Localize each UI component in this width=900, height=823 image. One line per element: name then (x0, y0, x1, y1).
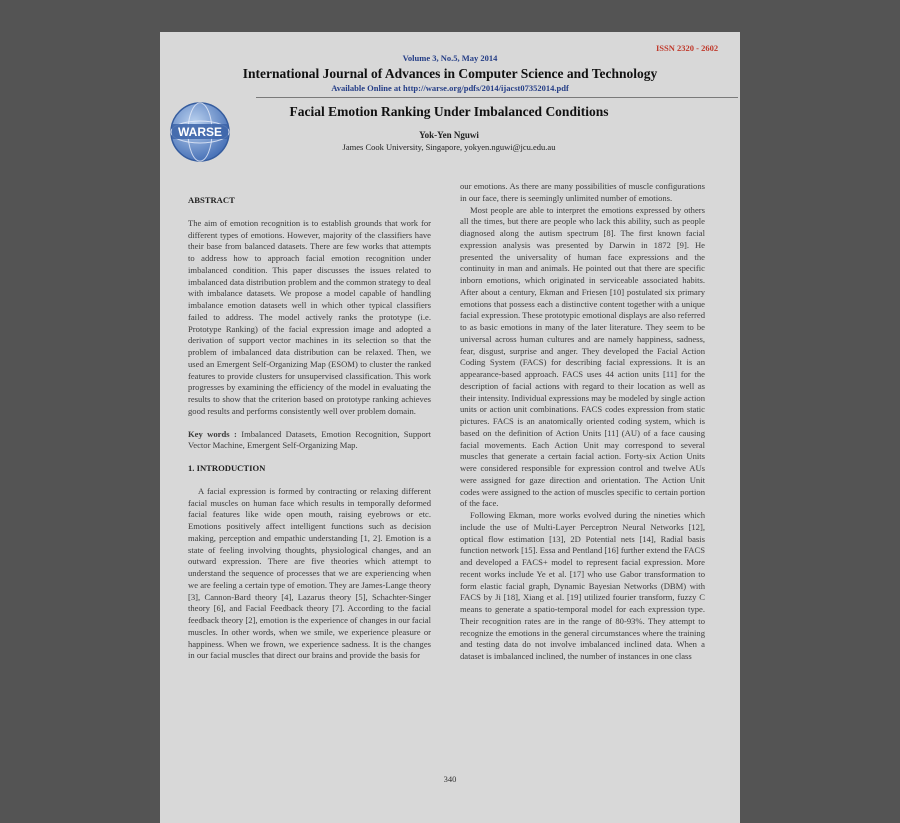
author-affiliation: James Cook University, Singapore, yokyen.nguwi@jcu.edu.au (342, 142, 556, 152)
keywords (188, 429, 431, 453)
intro-paragraph-1-continued: our emotions. As there are many possibilities of muscle configurations in our face, there is seemingly unlimited number of emotions. (460, 181, 705, 203)
introduction-heading: 1. INTRODUCTION (188, 463, 266, 473)
left-column (188, 195, 431, 662)
page-number: 340 (443, 774, 457, 784)
keywords-label: Key words : (188, 428, 242, 439)
intro-paragraph-3: Following Ekman, more works evolved during the nineties which include the use of Multi-Layer Perceptron Neural Networks [12], optical flow estimation [13], 2D Potential nets [14], Radial basis function network [15]. Essa and Pentland [16] further extend the FACS and developed a FACS+ model to represent facial expression. More recent works include Ye et al. [17] who use Gabor transformation to form elastic facial graph, Dynamic Bayesian Networks (DBM) with FACS by Ji [18], Xiang et al. [19] utilized fourier transform, fuzzy C means to generate a spatio-temporal model for each expression type. Their recognition rates are in the range of 80-93%. They attempt to recognize the emotions in the general circumstances where the training and testing data do not involve imbalanced inclined data. When a dataset is imbalanced inclined, the number of instances in one class (460, 510, 705, 661)
issn-label: ISSN 2320 - 2602 (656, 43, 719, 53)
intro-paragraph-2: Most people are able to interpret the emotions expressed by others all the times, but there are people who lack this ability, such as people diagnosed along the autism spectrum [8]. The first known facial expression analysis was presented by Darwin in 1872 [9]. He presented the universality of human face expressions and the continuity in man and animals. He pointed out that there are specific inborn emotions, which originated in serviceable associated habits. After about a century, Ekman and Friesen [10] postulated six primary emotions that possess each a distinctive content together with a unique facial expression. These prototypic emotional displays are also referred to as basic emotions in many of the later literature. They seem to be universal across human cultures and are namely happiness, sadness, fear, disgust, surprise and anger. They developed the Facial Action Coding System (FACS) for describing facial expressions. It is an appearance-based approach. FACS uses 44 action units [11] for the description of facial actions with regard to their location as well as their intensity. Individual expressions may be modeled by single action units or action unit combinations. FACS codes expression from static pictures. FACS is an anatomically oriented coding system, which is based on the definition of Action Units [11] (AU) of a face causing facial movements. Each Action Unit may correspond to several muscles that generate a certain facial action. Forty-six Action Units were considered responsible for expression control and twelve AUs were assigned for gaze direction and orientation. The Action Unit codes were assigned to the action of muscles specific to certain portion of the face. (460, 204, 705, 509)
header-divider (256, 97, 738, 98)
paper-title: Facial Emotion Ranking Under Imbalanced Conditions (289, 104, 609, 119)
keywords-text: Imbalanced Datasets, Emotion Recognition, Support Vector Machine, Emergent Self-Organizing Map. (188, 428, 431, 451)
abstract-body: The aim of emotion recognition is to establish grounds that work for different types of emotions. However, majority of the classifiers have their base from balanced datasets. There are few works that attempts to address how to approach facial emotion recognition under imbalanced condition. This paper discusses the issues related to imbalanced data distribution problem and the common strategy to deal with imbalance datasets. We propose a model capable of handling imbalance emotion datasets well in which other typical classifiers failed to address. The model actively ranks the prototype (i.e. Prototype Ranking) of the facial expression image and adopted a derivation of support vector machines in its selection so that the problem of imbalanced data distribution can be relaxed. Then, we used an Emergent Self-Organizing Map (ESOM) to cluster the ranked features to provide clusters for unsupervised classification. This work progresses by examining the efficiency of the model in evaluating the results to show that the criterion based on prototype ranking achieves good results and performs consistently well over problem domain. (188, 217, 431, 416)
right-column (460, 181, 705, 663)
paper-page (160, 32, 740, 823)
abstract-heading: ABSTRACT (188, 195, 235, 205)
warse-logo (168, 100, 232, 164)
logo-text: WARSE (177, 125, 223, 139)
intro-paragraph-1: A facial expression is formed by contracting or relaxing different facial muscles on human face which results in temporally deformed facial features like wide open mouth, raising eyebrows or etc. Emotions positively affect intelligent functions such as decision making, perception and empathic understanding [1, 2]. Emotion is a state of feeling involving thoughts, physiological changes, and an outward expression. There are five theories which attempt to understand the sequence of processes that we are experiencing when we are feeling a certain type of emotion. They are James-Lange theory [3], Cannon-Bard theory [4], Lazarus theory [5], Schachter-Singer theory [6], and Facial Feedback theory [7]. According to the facial feedback theory [2], emotion is the experience of changes in our facial muscles. In other words, when we smile, we experience pleasure or happiness. When we frown, we experience sadness. It is the changes in our facial muscles that direct our brains and provide the basis for (188, 485, 431, 661)
journal-title: International Journal of Advances in Computer Science and Technology (242, 66, 658, 81)
available-online-link[interactable]: Available Online at http://warse.org/pdfs/2014/ijacst07352014.pdf (331, 83, 569, 93)
volume-info: Volume 3, No.5, May 2014 (402, 53, 498, 63)
paper-author: Yok-Yen Nguwi (419, 130, 479, 140)
